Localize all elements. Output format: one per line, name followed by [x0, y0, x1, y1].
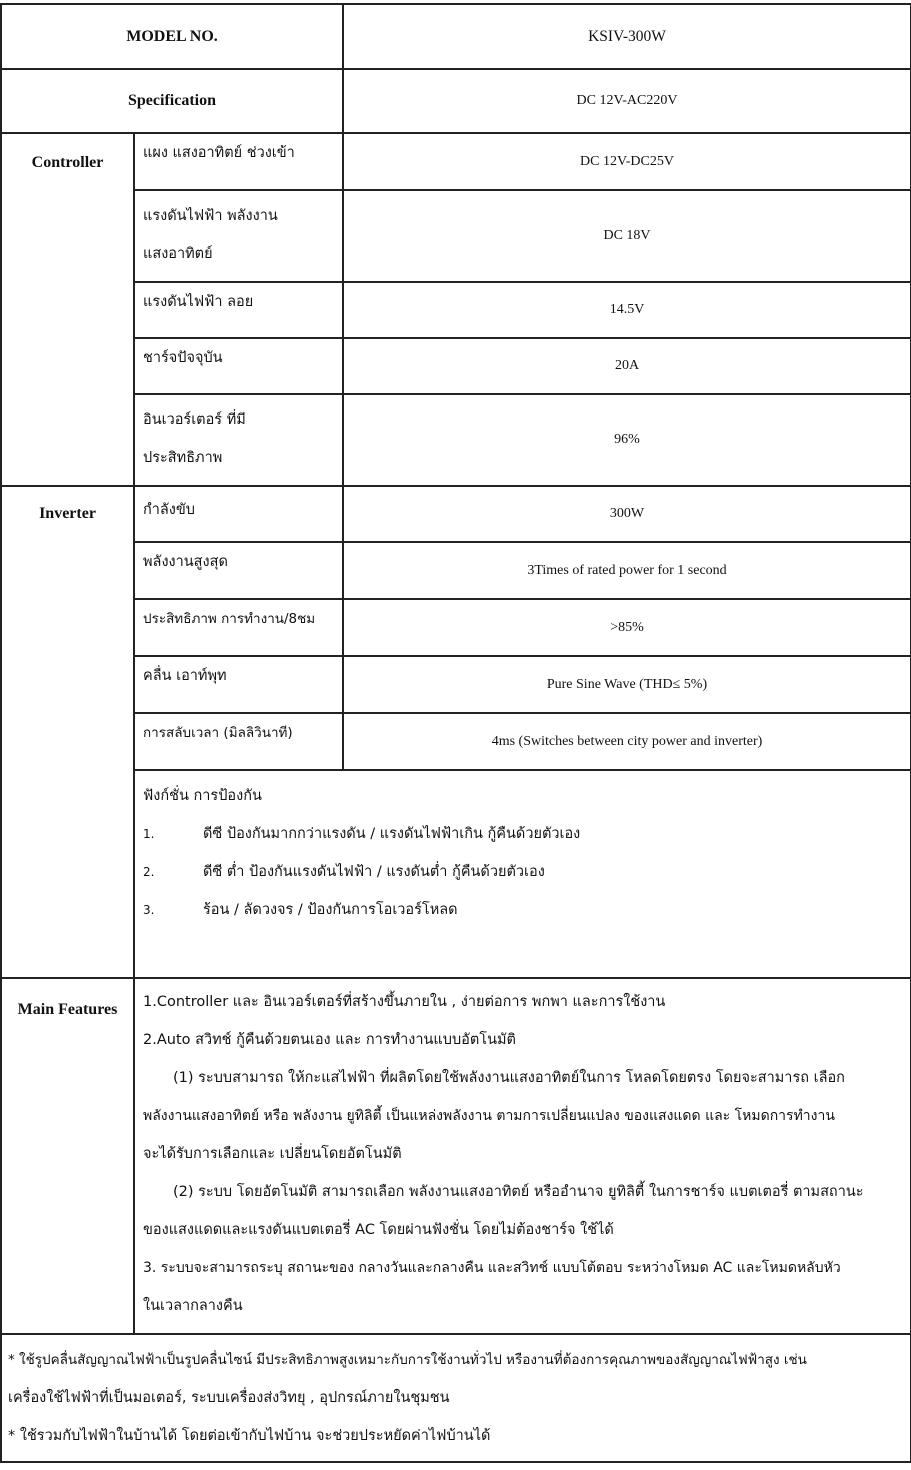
- list-item-text: ดีซี ป้องกันมากกว่าแรงดัน / แรงดันไฟฟ้าเกิน กู้คืนด้วยตัวเอง: [203, 826, 581, 842]
- list-item-text: ดีซี ต่ำ ป้องกันแรงดันไฟฟ้า / แรงดันต่ำ กู้คืนด้วยตัวเอง: [203, 864, 545, 880]
- model-label: MODEL NO.: [1, 4, 343, 69]
- table-row: [1, 599, 911, 656]
- spec-label: Specification: [1, 69, 343, 133]
- note-line: * ใช้รวมกับไฟฟ้าในบ้านได้ โดยต่อเข้ากับไฟบ้าน จะช่วยประหยัดค่าไฟบ้านได้: [8, 1428, 491, 1444]
- list-item-number: 2.: [143, 865, 155, 879]
- feature-line: (2) ระบบ โดยอัตโนมัติ สามารถเลือก พลังงานแสงอาทิตย์ หรืออำนาจ ยูทิลิตี้ ในการชาร์จ แบตเตอรี่ ตามสถานะ: [173, 1184, 864, 1200]
- protection-title: ฟังก์ชั่น การป้องกัน: [143, 788, 262, 804]
- list-item-number: 3.: [143, 903, 155, 917]
- controller-row-value: 20A: [343, 338, 911, 394]
- list-item: [143, 815, 902, 853]
- protection-row: [1, 770, 911, 978]
- notes-block: [1, 1334, 911, 1462]
- table-row: [1, 486, 911, 542]
- features-block: [134, 978, 911, 1334]
- spec-table: [0, 3, 911, 1463]
- features-section-label: Main Features: [1, 978, 134, 1334]
- protection-block: [134, 770, 911, 978]
- controller-row-value: 96%: [343, 394, 911, 486]
- list-item: [143, 891, 902, 929]
- table-row: [1, 282, 911, 338]
- inverter-row-label: ประสิทธิภาพ การทำงาน/8ชม: [134, 599, 343, 656]
- controller-section-label: Controller: [1, 133, 134, 486]
- model-row: [1, 4, 911, 69]
- inverter-row-value: 3Times of rated power for 1 second: [343, 542, 911, 599]
- controller-row-label: ชาร์จปัจจุบัน: [134, 338, 343, 394]
- feature-line: ในเวลากลางคืน: [143, 1298, 243, 1314]
- note-line: * ใช้รูปคลื่นสัญญาณไฟฟ้าเป็นรูปคลื่นไซน์ มีประสิทธิภาพสูงเหมาะกับการใช้งานทั่วไป หรืองานที่ต้องการคุณภาพของสัญญาณไฟฟ้าสูง เช่น: [8, 1352, 807, 1368]
- feature-line: ของแสงแดดและแรงดันแบตเตอรี่ AC โดยผ่านฟังชั่น โดยไม่ต้องชาร์จ ใช้ได้: [143, 1222, 614, 1238]
- inverter-row-label: การสลับเวลา (มิลลิวินาที): [134, 713, 343, 770]
- table-row: [1, 713, 911, 770]
- feature-line: จะได้รับการเลือกและ เปลี่ยนโดยอัตโนมัติ: [143, 1146, 402, 1162]
- feature-line: 2.Auto สวิทช์ กู้คืนด้วยตนเอง และ การทำงานแบบอัตโนมัติ: [143, 1032, 516, 1048]
- controller-row-value: DC 18V: [343, 190, 911, 282]
- feature-line: พลังงานแสงอาทิตย์ หรือ พลังงาน ยูทิลิตี้ เป็นแหล่งพลังงาน ตามการเปลี่ยนแปลง ของแสงแดด และ โหมดการทำงาน: [143, 1108, 835, 1124]
- controller-row-label: แผง แสงอาทิตย์ ช่วงเข้า: [134, 133, 343, 190]
- spec-value: DC 12V-AC220V: [343, 69, 911, 133]
- inverter-row-value: >85%: [343, 599, 911, 656]
- features-row: [1, 978, 911, 1334]
- table-row: [1, 190, 911, 282]
- table-row: [1, 338, 911, 394]
- inverter-row-label: กำลังขับ: [134, 486, 343, 542]
- list-item: [143, 853, 902, 891]
- table-row: [1, 133, 911, 190]
- controller-row-label: แรงดันไฟฟ้า ลอย: [134, 282, 343, 338]
- inverter-section-label: Inverter: [1, 486, 134, 978]
- controller-row-value: 14.5V: [343, 282, 911, 338]
- spec-row: [1, 69, 911, 133]
- feature-line: 3. ระบบจะสามารถระบุ สถานะของ กลางวันและกลางคืน และสวิทช์ แบบโต้ตอบ ระหว่างโหมด AC และโหมดหลับหัว: [143, 1260, 841, 1276]
- table-row: [1, 542, 911, 599]
- model-value: KSIV-300W: [343, 4, 911, 69]
- notes-row: [1, 1334, 911, 1462]
- table-row: [1, 394, 911, 486]
- inverter-row-value: 300W: [343, 486, 911, 542]
- inverter-row-value: 4ms (Switches between city power and inverter): [343, 713, 911, 770]
- controller-row-label: อินเวอร์เตอร์ ที่มี ประสิทธิภาพ: [134, 394, 343, 486]
- inverter-row-label: คลื่น เอาท์พุท: [134, 656, 343, 713]
- inverter-row-label: พลังงานสูงสุด: [134, 542, 343, 599]
- controller-row-value: DC 12V-DC25V: [343, 133, 911, 190]
- table-row: [1, 656, 911, 713]
- list-item-text: ร้อน / ลัดวงจร / ป้องกันการโอเวอร์โหลด: [203, 902, 458, 918]
- note-line: เครื่องใช้ไฟฟ้าที่เป็นมอเตอร์, ระบบเครื่องส่งวิทยุ , อุปกรณ์ภายในชุมชน: [8, 1390, 450, 1406]
- feature-line: 1.Controller และ อินเวอร์เตอร์ที่สร้างขึ้นภายใน , ง่ายต่อการ พกพา และการใช้งาน: [143, 994, 666, 1010]
- feature-line: (1) ระบบสามารถ ให้กะแสไฟฟ้า ที่ผลิตโดยใช้พลังงานแสงอาทิตย์ในการ โหลดโดยตรง โดยจะสามารถ เลือก: [173, 1070, 845, 1086]
- list-item-number: 1.: [143, 827, 155, 841]
- controller-row-label: แรงดันไฟฟ้า พลังงาน แสงอาทิตย์: [134, 190, 343, 282]
- inverter-row-value: Pure Sine Wave (THD≤ 5%): [343, 656, 911, 713]
